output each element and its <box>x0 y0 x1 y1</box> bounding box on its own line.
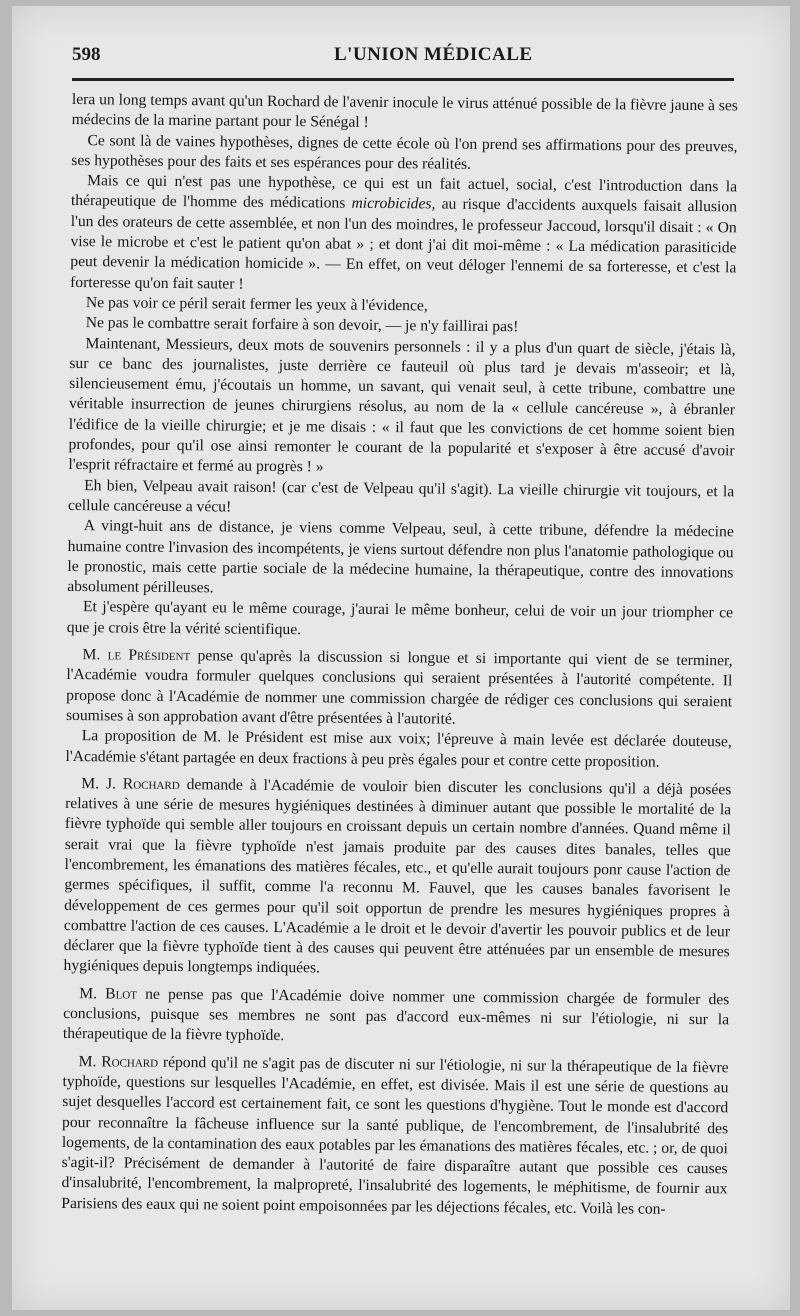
paragraph <box>70 171 737 299</box>
paragraph: Ne pas voir ce péril serait fermer les yeux à l'évidence, <box>85 294 428 315</box>
paragraph: Et j'espère qu'ayant eu le même courage, j'aurai le même bonheur, celui de voir un jour triompher ce que je crois être la vérité scientifique. <box>66 598 734 638</box>
paragraph <box>61 1052 729 1221</box>
speaker-name: M. le Président <box>82 646 191 665</box>
paragraph: La proposition de M. le Président est mise aux voix; l'épreuve à main levée est déclarée douteuse, l'Académie s'étant partagée en deux fractions à peu près égales pour et contre cette proposition. <box>65 727 732 771</box>
text-run: pense qu'après la discussion si longue et si importante qui vient de se terminer, l'Académie voudra formuler quelques conclusions qui seraient présentées à l'autorité compétente. Il propose donc à l'Académie de nommer une commission chargée de rédiger ces conclusions qui seraient soumises à son approbation avant d'être présentées à l'autorité. <box>65 647 733 728</box>
paragraph <box>63 984 730 1051</box>
page-number: 598 <box>72 44 101 65</box>
text-run: Mais ce qui n'est pas une hypothèse, ce qui est un fait actuel, social, c'est l'introduction dans la thérapeutique de l'homme des médications <box>70 172 738 213</box>
text-run: répond qu'il ne s'agit pas de discuter ni sur l'étiologie, ni sur la thérapeutique de la fièvre typhoïde, questions sur lesquelles l'Académie, en effet, est divisée. Mais il est une série de questions au sujet desquelles l'accord est certainement fait, ce sont les questions d'hygiène. Tout le monde est d'accord pour reconnaître la fâcheuse influence sur la santé publique, de l'encombrement, de l'insalubrité des logements, de la contamination des eaux potables par les émanations des matières fécales, etc. ; or, de quoi s'agit-il? Précisément de demander à l'autorité de faire disparaître autant que possible ces causes d'insalubrité, l'encombrement, la malpropreté, l'insalubrité des logements, le méphitisme, de fournir aux Parisiens des eaux qui ne soient point empoisonnées par les déjections fécales, etc. Voilà les con- <box>61 1053 729 1218</box>
paragraph <box>66 645 733 733</box>
paragraph: lera un long temps avant qu'un Rochard de l'avenir inocule le virus atténué possible de la fièvre jaune à ses médecins de la marine partant pour le Sénégal ! <box>71 90 738 132</box>
paragraph: Eh bien, Velpeau avait raison! (car c'est de Velpeau qu'il s'agit). La vieille chirurgie vit toujours, et la cellule cancéreuse a vécu! <box>67 476 735 516</box>
italic-term: microbicides, <box>351 195 436 213</box>
paragraph: A vingt-huit ans de distance, je viens comme Velpeau, seul, à cette tribune, défendre la médecine humaine contre l'invasion des incompétents, je viens surtout défendre non plus l'anatomie pathologique ou le pronostic, mais cette partie sociale de la médecine humaine, la thérapeutique, contre des innovations absolument périlleuses. <box>67 517 734 597</box>
body-text <box>61 90 738 1220</box>
paragraph: Maintenant, Messieurs, deux mots de souvenirs personnels : il y a plus d'un quart de siècle, j'étais là, sur ce banc des journalistes, juste derrière ce fauteuil où plus tard je devais m'asseoir; et là, silencieusement ému, j'écoutais un homme, un savant, qui venait seul, à cette tribune, combattre une véritable insurrection de jeunes chirurgiens résolus, au nom de la « cellule cancéreuse », à ébranler l'édifice de la vieille chirurgie; et je me disais : « il faut que les convictions de cet homme soient bien profondes, pour qu'il ose ainsi remonter le courant de la popularité et s'exposer à être accusé d'avoir l'esprit réfractaire et fermé au progrès ! » <box>68 334 736 476</box>
page-header <box>72 44 732 74</box>
paragraph: Ne pas le combattre serait forfaire à son devoir, — je n'y faillirai pas! <box>85 314 519 336</box>
header-rule <box>72 78 734 81</box>
document-page <box>12 6 790 1310</box>
text-run: au risque d'accidents auxquels faisait allusion l'un des orateurs de cette assemblée, et non l'un des moindres, le professeur Jaccoud, lorsqu'il disait : « On vise le microbe et c'est le patient qu'on abat » ; et dont j'ai dit moi-même : « La médication parasiticide peut devenir la médication homicide ». — En effet, on veut déloger l'ennemi de sa forteresse, et c'est la forteresse qu'on fait sauter ! <box>70 196 737 293</box>
running-title: L'UNION MÉDICALE <box>334 44 533 65</box>
paragraph <box>63 774 731 983</box>
speaker-name: M. Blot <box>79 984 138 1003</box>
paragraph: Ce sont là de vaines hypothèses, dignes de cette école où l'on prend ses affirmations pour des preuves, ses hypothèses pour des faits et ses espérances pour des réalités. <box>71 131 738 173</box>
speaker-name: M. Rochard <box>78 1052 159 1071</box>
text-run: demande à l'Académie de vouloir bien discuter les conclusions qu'il a déjà posées relatives à une série de mesures hygiéniques destinées à diminuer autant que possible le mortalité de la fièvre typhoïde qui semble aller toujours en croissant depuis un certain nombre d'années. Quand même il serait vrai que la fièvre typhoïde n'est jamais produite par des causes dites banales, telles que l'encombrement, les émanations des matières fécales, etc., et qu'elle aurait toujours ponr cause l'action de germes spécifiques, il suffit, comme l'a reconnu M. Fauvel, que les causes banales favorisent le développement de ces germes pour qu'il soit opportun de prendre les mesures hygiéniques propres à combattre l'action de ces causes. L'Académie a le droit et le devoir d'avertir les pouvoir publics et de leur déclarer que la fièvre typhoïde tient à des causes qui peuvent être atténuées par un ensemble de mesures hygiéniques depuis longtemps indiquées. <box>63 775 732 977</box>
text-run: ne pense pas que l'Académie doive nommer une commission chargée de formuler des conclusions, puisque ses membres ne sont pas d'accord eux-mêmes ni sur l'étiologie, ni sur la thérapeutique de la fièvre typhoïde. <box>62 985 730 1045</box>
speaker-name: M. J. Rochard <box>81 774 180 793</box>
